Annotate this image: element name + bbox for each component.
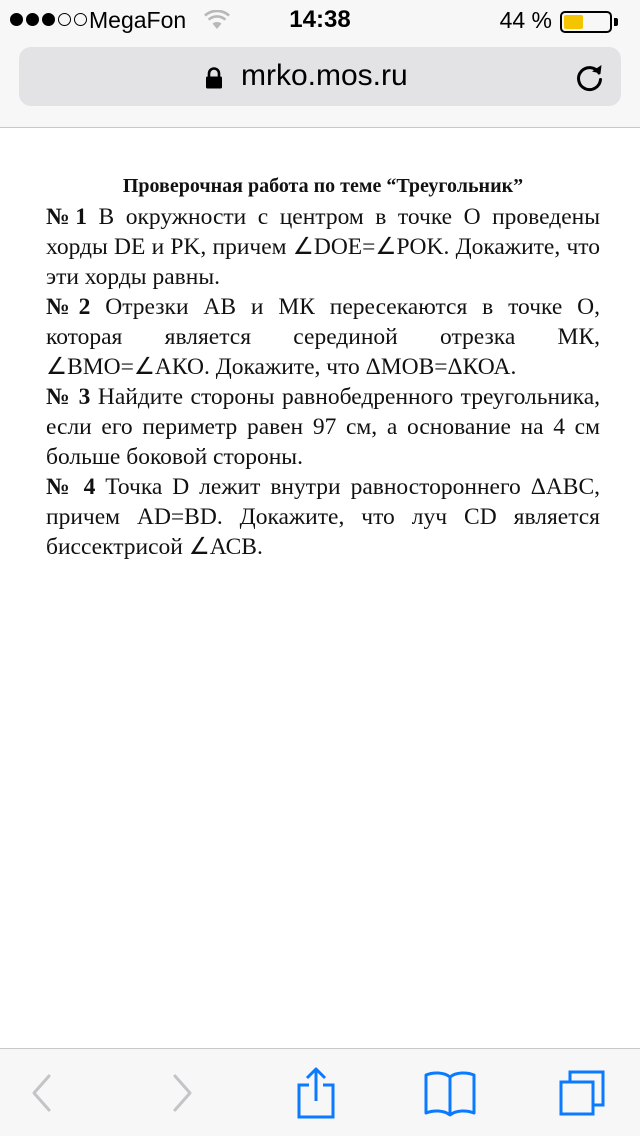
share-icon xyxy=(296,1067,336,1119)
task-text: Найдите стороны равнобедренного треугольника, если его периметр равен 97 см, а основание на 4 см больше боковой стороны. xyxy=(46,384,600,470)
lock-icon xyxy=(205,67,223,94)
status-bar xyxy=(0,0,640,40)
task-text: Точка D лежит внутри равностороннего ΔАВС, причем AD=BD. Докажите, что луч CD является биссектрисой ∠АСВ. xyxy=(46,474,601,560)
task-item xyxy=(46,382,600,472)
battery-tip xyxy=(614,18,618,26)
bookmarks-button[interactable] xyxy=(414,1049,486,1136)
tabs-icon xyxy=(558,1069,606,1117)
back-button[interactable] xyxy=(6,1049,78,1136)
task-text: Отрезки АВ и МК пересекаются в точке О, которая является серединой отрезка МК, ∠ВМО=∠АКО. Докажите, что ΔМОВ=ΔКОА. xyxy=(46,294,600,380)
task-item xyxy=(46,292,600,382)
url-field[interactable] xyxy=(19,47,621,106)
document-title: Проверочная работа по теме “Треугольник” xyxy=(122,175,524,197)
document xyxy=(46,170,600,562)
url-text: mrko.mos.ru xyxy=(241,59,408,92)
task-item xyxy=(46,202,600,292)
task-item xyxy=(46,472,600,562)
browser-toolbar xyxy=(0,1048,640,1136)
carrier-name: MegaFon xyxy=(89,7,187,33)
forward-icon xyxy=(170,1073,194,1113)
status-time: 14:38 xyxy=(289,6,351,33)
task-text: В окружности с центром в точке О проведены хорды DE и PK, причем ∠DOE=∠POK. Докажите, что эти хорды равны. xyxy=(46,204,601,290)
battery-icon xyxy=(560,11,612,33)
tabs-button[interactable] xyxy=(546,1049,618,1136)
task-number: №1 xyxy=(46,204,88,230)
bookmarks-icon xyxy=(424,1069,476,1117)
browser-address-bar xyxy=(0,40,640,128)
reload-icon xyxy=(573,60,607,94)
forward-button[interactable] xyxy=(146,1049,218,1136)
task-list xyxy=(46,202,600,562)
task-number: №2 xyxy=(46,294,91,320)
task-number: № 3 xyxy=(46,384,91,410)
reload-button[interactable] xyxy=(573,60,607,94)
battery-percent: 44 % xyxy=(499,7,552,33)
back-icon xyxy=(30,1073,54,1113)
battery-level xyxy=(564,15,583,29)
task-number: № 4 xyxy=(46,474,96,500)
share-button[interactable] xyxy=(280,1049,352,1136)
